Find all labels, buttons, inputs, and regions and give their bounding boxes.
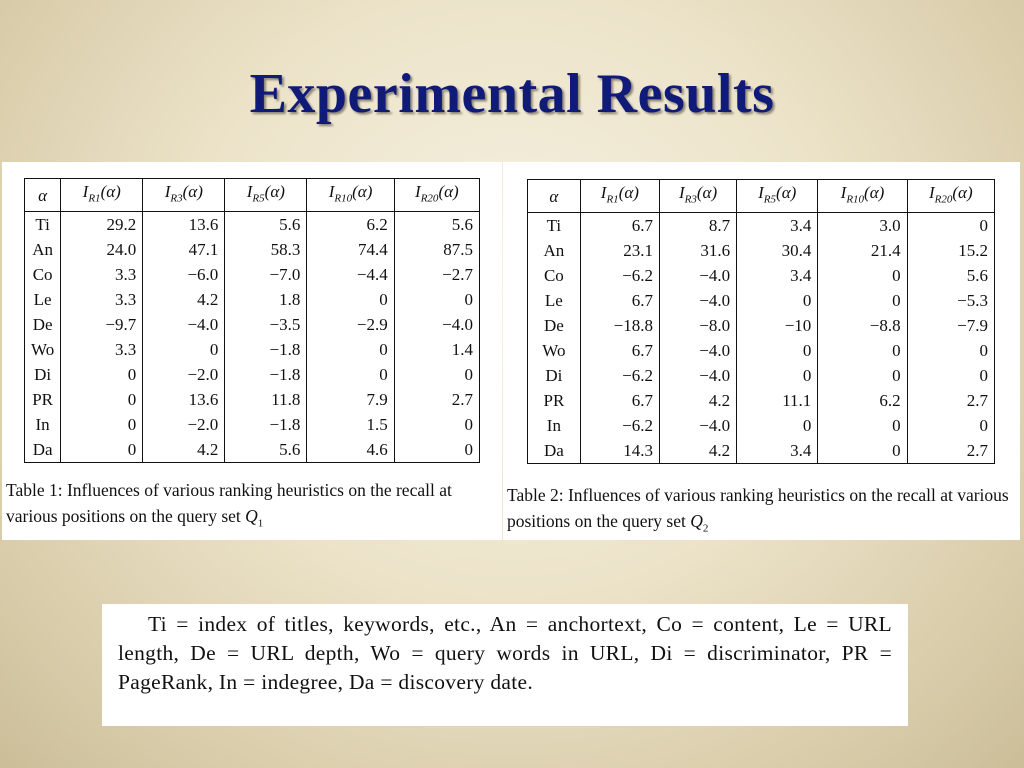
table-cell: 4.2 <box>659 438 736 464</box>
table-cell: 0 <box>818 438 907 464</box>
table-cell: 0 <box>818 338 907 363</box>
table-cell: 6.7 <box>580 388 659 413</box>
table-cell: 6.7 <box>580 288 659 313</box>
table-cell: 0 <box>737 288 818 313</box>
table-row <box>528 413 995 438</box>
column-header-r1: $I_{R1}(\alpha)$ <box>580 180 659 213</box>
table-cell: 0 <box>394 362 479 387</box>
table-cell: 30.4 <box>737 238 818 263</box>
table-cell: 58.3 <box>225 237 307 262</box>
table-row <box>528 213 995 239</box>
table-cell: 3.4 <box>737 438 818 464</box>
table-cell: 6.7 <box>580 213 659 239</box>
caption-query-set: $Q_1$ <box>245 506 264 530</box>
row-label: Co <box>25 262 61 287</box>
table-cell: 3.3 <box>61 337 143 362</box>
table-cell: −4.0 <box>143 312 225 337</box>
table-row <box>528 313 995 338</box>
row-label: PR <box>25 387 61 412</box>
table-cell: 1.8 <box>225 287 307 312</box>
table-cell: 4.2 <box>659 388 736 413</box>
table-cell: 0 <box>737 413 818 438</box>
table-cell: 3.4 <box>737 263 818 288</box>
table-cell: −4.4 <box>307 262 394 287</box>
table-cell: 15.2 <box>907 238 994 263</box>
table-cell: 0 <box>394 412 479 437</box>
table-cell: 0 <box>907 413 994 438</box>
table-cell: 5.6 <box>225 212 307 238</box>
table-cell: −8.0 <box>659 313 736 338</box>
caption-text: Table 2: Influences of various ranking heuristics on the recall at various positions on the query set <box>507 485 1009 531</box>
table-row <box>25 437 480 463</box>
slide-title: Experimental Results <box>249 63 775 125</box>
column-header-r3: $I_{R3}(\alpha)$ <box>659 180 736 213</box>
table-cell: 7.9 <box>307 387 394 412</box>
table-cell: 8.7 <box>659 213 736 239</box>
table-cell: 0 <box>307 287 394 312</box>
table-cell: 2.7 <box>907 438 994 464</box>
caption-text: Table 1: Influences of various ranking heuristics on the recall at various positions on the query set <box>6 480 452 526</box>
table-cell: 0 <box>818 263 907 288</box>
table-cell: −6.2 <box>580 413 659 438</box>
table-cell: 2.7 <box>394 387 479 412</box>
table-cell: 3.4 <box>737 213 818 239</box>
table-row <box>25 262 480 287</box>
table-cell: 5.6 <box>225 437 307 463</box>
table-row <box>25 387 480 412</box>
table-cell: 5.6 <box>394 212 479 238</box>
table-1-panel <box>2 162 502 540</box>
table-row <box>25 337 480 362</box>
table-cell: 14.3 <box>580 438 659 464</box>
column-header-r1: $I_{R1}(\alpha)$ <box>61 179 143 212</box>
table-2-panel <box>503 162 1020 540</box>
table-cell: 6.2 <box>307 212 394 238</box>
table-cell: −3.5 <box>225 312 307 337</box>
column-header-r5: $I_{R5}(\alpha)$ <box>225 179 307 212</box>
column-header-r5: $I_{R5}(\alpha)$ <box>737 180 818 213</box>
table-cell: 29.2 <box>61 212 143 238</box>
row-label: Wo <box>25 337 61 362</box>
column-header-alpha: α <box>528 180 581 213</box>
table-row <box>528 438 995 464</box>
results-table-q1 <box>24 178 480 463</box>
table-cell: −2.0 <box>143 412 225 437</box>
table-row <box>25 287 480 312</box>
row-label: In <box>25 412 61 437</box>
row-label: Di <box>528 363 581 388</box>
table-cell: 0 <box>818 363 907 388</box>
table-row <box>25 312 480 337</box>
table-cell: −8.8 <box>818 313 907 338</box>
table-cell: 1.5 <box>307 412 394 437</box>
table-cell: 0 <box>818 413 907 438</box>
row-label: An <box>25 237 61 262</box>
table-cell: −6.2 <box>580 363 659 388</box>
row-label: Co <box>528 263 581 288</box>
table-cell: 13.6 <box>143 212 225 238</box>
table-row <box>528 363 995 388</box>
table-row <box>528 288 995 313</box>
table-cell: 3.3 <box>61 287 143 312</box>
table-cell: 0 <box>394 437 479 463</box>
column-header-r10: $I_{R10}(\alpha)$ <box>818 180 907 213</box>
table-cell: 0 <box>307 337 394 362</box>
row-label: Le <box>25 287 61 312</box>
table-cell: 6.2 <box>818 388 907 413</box>
table-cell: 0 <box>307 362 394 387</box>
table-cell: −9.7 <box>61 312 143 337</box>
row-label: De <box>25 312 61 337</box>
table-cell: 74.4 <box>307 237 394 262</box>
table-row <box>25 237 480 262</box>
table-cell: 31.6 <box>659 238 736 263</box>
table-header-row <box>25 179 480 212</box>
table-cell: −7.0 <box>225 262 307 287</box>
table-cell: 4.2 <box>143 287 225 312</box>
table-cell: 23.1 <box>580 238 659 263</box>
column-header-r3: $I_{R3}(\alpha)$ <box>143 179 225 212</box>
table-row <box>25 362 480 387</box>
table-cell: −4.0 <box>659 263 736 288</box>
table-cell: −2.0 <box>143 362 225 387</box>
legend-text: Ti = index of titles, keywords, etc., An = anchortext, Co = content, Le = URL length, De = URL depth, Wo = query words in URL, Di = discriminator, PR = PageRank, In = indegree, Da = discovery date. <box>118 612 892 694</box>
table-row <box>25 412 480 437</box>
table-cell: −4.0 <box>394 312 479 337</box>
row-label: Da <box>528 438 581 464</box>
row-label: An <box>528 238 581 263</box>
table-cell: −18.8 <box>580 313 659 338</box>
table-cell: 0 <box>61 437 143 463</box>
column-header-r20: $I_{R20}(\alpha)$ <box>907 180 994 213</box>
row-label: PR <box>528 388 581 413</box>
table-cell: 0 <box>61 362 143 387</box>
table-cell: −10 <box>737 313 818 338</box>
table-cell: −1.8 <box>225 362 307 387</box>
table-cell: −4.0 <box>659 288 736 313</box>
table-cell: −1.8 <box>225 337 307 362</box>
table-cell: −4.0 <box>659 363 736 388</box>
column-header-r20: $I_{R20}(\alpha)$ <box>394 179 479 212</box>
table-cell: 0 <box>907 213 994 239</box>
row-label: Wo <box>528 338 581 363</box>
table-cell: 0 <box>143 337 225 362</box>
row-label: Ti <box>528 213 581 239</box>
abbreviation-legend <box>102 604 908 726</box>
table-cell: 87.5 <box>394 237 479 262</box>
row-label: Ti <box>25 212 61 238</box>
table-cell: 0 <box>907 363 994 388</box>
row-label: Le <box>528 288 581 313</box>
row-label: Da <box>25 437 61 463</box>
row-label: Di <box>25 362 61 387</box>
row-label: In <box>528 413 581 438</box>
table-row <box>528 388 995 413</box>
table-cell: 47.1 <box>143 237 225 262</box>
results-table-q2 <box>527 179 995 464</box>
table-cell: 0 <box>61 387 143 412</box>
table-cell: 11.8 <box>225 387 307 412</box>
table-header-row <box>528 180 995 213</box>
row-label: De <box>528 313 581 338</box>
table-cell: −1.8 <box>225 412 307 437</box>
table-1-caption <box>6 477 500 537</box>
table-cell: 5.6 <box>907 263 994 288</box>
caption-query-set: $Q_2$ <box>690 511 709 535</box>
table-cell: −6.2 <box>580 263 659 288</box>
table-cell: 21.4 <box>818 238 907 263</box>
table-row <box>25 212 480 238</box>
table-cell: −6.0 <box>143 262 225 287</box>
table-cell: 3.3 <box>61 262 143 287</box>
table-cell: 2.7 <box>907 388 994 413</box>
table-cell: 24.0 <box>61 237 143 262</box>
table-cell: −2.7 <box>394 262 479 287</box>
table-cell: 4.6 <box>307 437 394 463</box>
table-cell: 13.6 <box>143 387 225 412</box>
table-cell: 4.2 <box>143 437 225 463</box>
table-cell: 0 <box>737 363 818 388</box>
table-cell: −4.0 <box>659 413 736 438</box>
table-cell: 3.0 <box>818 213 907 239</box>
table-row <box>528 338 995 363</box>
column-header-alpha: α <box>25 179 61 212</box>
table-cell: 0 <box>61 412 143 437</box>
table-cell: 0 <box>907 338 994 363</box>
table-cell: −5.3 <box>907 288 994 313</box>
table-cell: 0 <box>818 288 907 313</box>
table-cell: 0 <box>737 338 818 363</box>
table-cell: 11.1 <box>737 388 818 413</box>
table-row <box>528 263 995 288</box>
table-cell: 0 <box>394 287 479 312</box>
column-header-r10: $I_{R10}(\alpha)$ <box>307 179 394 212</box>
table-row <box>528 238 995 263</box>
table-2-caption <box>507 482 1017 542</box>
table-cell: −4.0 <box>659 338 736 363</box>
table-cell: −2.9 <box>307 312 394 337</box>
table-cell: −7.9 <box>907 313 994 338</box>
table-cell: 1.4 <box>394 337 479 362</box>
table-cell: 6.7 <box>580 338 659 363</box>
